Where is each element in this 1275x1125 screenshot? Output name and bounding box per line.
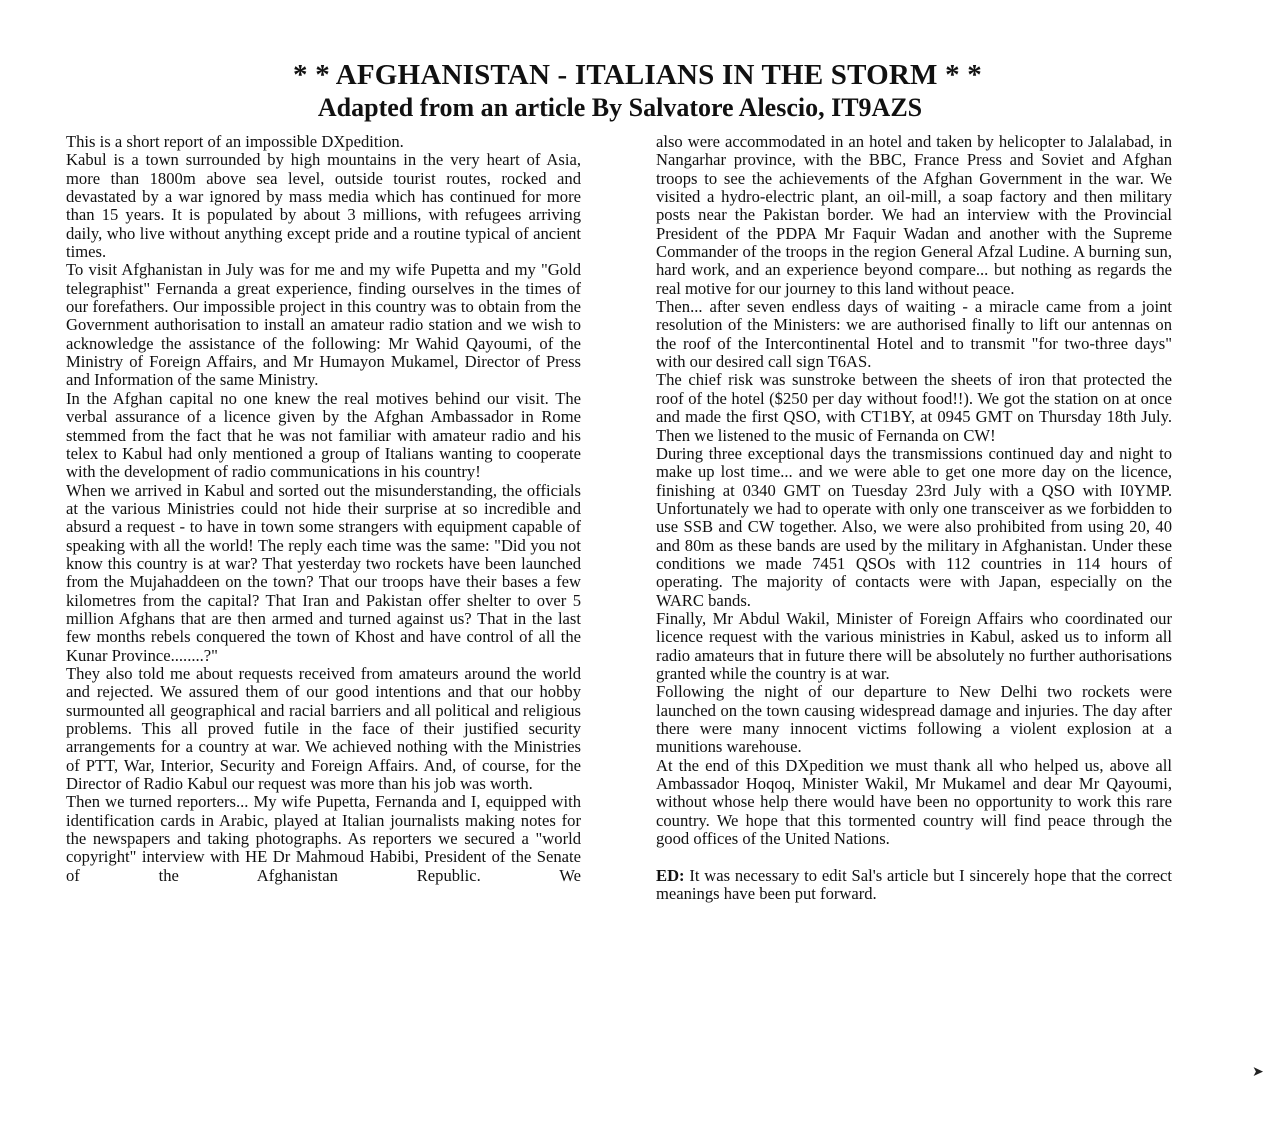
editor-note-text: It was necessary to edit Sal's article but I sincerely hope that the correct meanings have been put forward.	[656, 865, 1172, 904]
paragraph-arrival: When we arrived in Kabul and sorted out the misunderstanding, the officials at the various Ministries could not hide their surprise at so incredible and absurd a request - to have in town some strangers with equipment capable of speaking with all the world! The reply each time was the same: "Did you not know this country is at war? That yesterday two rockets have been launched from the Mujahaddeen on the town? That our troops have their bases a few kilometres from the capital? That Iran and Pakistan offer shelter to over 5 million Afghans that are then armed and turned against us? That in the last few months rebels conquered the town of Khost and have control of all the Kunar Province........?"	[66, 480, 581, 665]
article-title: * * AFGHANISTAN - ITALIANS IN THE STORM * *	[293, 59, 982, 91]
paragraph-thanks: At the end of this DXpedition we must thank all who helped us, above all Ambassador Hoqoq, Minister Wakil, Mr Mukamel and dear Mr Qayoumi, without whose help there would have been no opportunity to work this rare country. We hope that this tormented country will find peace through the good offices of the United Nations.	[656, 755, 1172, 849]
paragraph-jalalabad: also were accommodated in an hotel and taken by helicopter to Jalalabad, in Nangarhar province, with the BBC, France Press and Soviet and Afghan troops to see the achievements of the Afghan Government in the war. We visited a hydro-electric plant, an oil-mill, a soap factory and then military posts near the Pakistan border. We had an interview with the Provincial President of the PDPA Mr Faquir Wadan and another with the Supreme Commander of the troops in the region General Afzal Ludine. A burning sun, hard work, and an experience beyond compare... but nothing as regards the real motive for our journey to this land without peace.	[656, 132, 1172, 298]
paragraph-intro: This is a short report of an impossible DXpedition.	[66, 132, 404, 151]
editor-note	[656, 867, 1172, 904]
paragraph-visit: To visit Afghanistan in July was for me and my wife Pupetta and my "Gold telegraphist" Fernanda a great experience, finding ourselves in the times of our forefathers. Our impossible project in this country was to obtain from the Government authorisation to install an amateur radio station and we wish to acknowledge the assistance of the following: Mr Wahid Qayoumi, of the Ministry of Foreign Affairs, and Mr Humayon Mukamel, Director of Press and Information of the same Ministry.	[66, 260, 581, 390]
paragraph-departure: Following the night of our departure to New Delhi two rockets were launched on the town causing widespread damage and injuries. The day after there were many innocent victims following a violent explosion at a munitions warehouse.	[656, 682, 1172, 757]
paragraph-miracle: Then... after seven endless days of waiting - a miracle came from a joint resolution of the Ministers: we are authorised finally to lift our antennas on the roof of the Intercontinental Hotel and to transmit "for two-three days" with our desired call sign T6AS.	[656, 297, 1172, 372]
right-column	[656, 133, 1172, 903]
paragraph-kabul: Kabul is a town surrounded by high mountains in the very heart of Asia, more than 1800m above sea level, outside tourist routes, rocked and devastated by a war ignored by mass media which has continued for more than 15 years. It is populated by about 3 millions, with refugees arriving daily, who live without anything except pride and a routine typical of ancient times.	[66, 150, 581, 262]
paragraph-wakil: Finally, Mr Abdul Wakil, Minister of Foreign Affairs who coordinated our licence request with the various ministries in Kabul, asked us to inform all radio amateurs that in future there will be absolutely no further authorisations granted while the country is at war.	[656, 608, 1172, 683]
left-column	[66, 133, 581, 885]
article-subtitle: Adapted from an article By Salvatore Alescio, IT9AZS	[317, 93, 923, 122]
paragraph-reporters: Then we turned reporters... My wife Pupetta, Fernanda and I, equipped with identification cards in Arabic, played at Italian journalists making notes for the newspapers and taking photographs. As reporters we secured a "world copyright" interview with HE Dr Mahmoud Habibi, President of the Senate of the Afghanistan Republic. We	[66, 792, 581, 885]
editor-note-label: ED:	[656, 865, 685, 885]
paragraph-requests: They also told me about requests received from amateurs around the world and rejected. We assured them of our good intentions and that our hobby surmounted all geographical and racial barriers and all political and religious problems. This all proved futile in the face of their justified security arrangements for a country at war. We achieved nothing with the Ministries of PTT, War, Interior, Security and Foreign Affairs. And, of course, for the Director of Radio Kabul our request was more than his job was worth.	[66, 663, 581, 794]
paragraph-sunstroke: The chief risk was sunstroke between the sheets of iron that protected the roof of the hotel ($250 per day without food!!). We got the station on at once and made the first QSO, with CT1BY, at 0945 GMT on Thursday 18th July. Then we listened to the music of Fernanda on CW!	[656, 370, 1172, 445]
paragraph-transmissions: During three exceptional days the transmissions continued day and night to make up lost time... and we were able to get one more day on the licence, finishing at 0340 GMT on Tuesday 23rd July with a QSO with I0YMP. Unfortunately we had to operate with only one transceiver as we forbidden to use SSB and CW together. Also, we were also prohibited from using 20, 40 and 80m as these bands are used by the military in Afghanistan. Under these conditions we made 7451 QSOs with 112 countries in 114 hours of operating. The majority of contacts were with Japan, especially on the WARC bands.	[656, 443, 1172, 610]
mouse-pointer-icon: ➤	[1252, 1065, 1264, 1080]
paragraph-motives: In the Afghan capital no one knew the real motives behind our visit. The verbal assurance of a licence given by the Afghan Ambassador in Rome stemmed from the fact that he was not familiar with amateur radio and his telex to Kabul had only mentioned a group of Italians wanting to cooperate with the development of radio communications in his country!	[66, 388, 581, 482]
